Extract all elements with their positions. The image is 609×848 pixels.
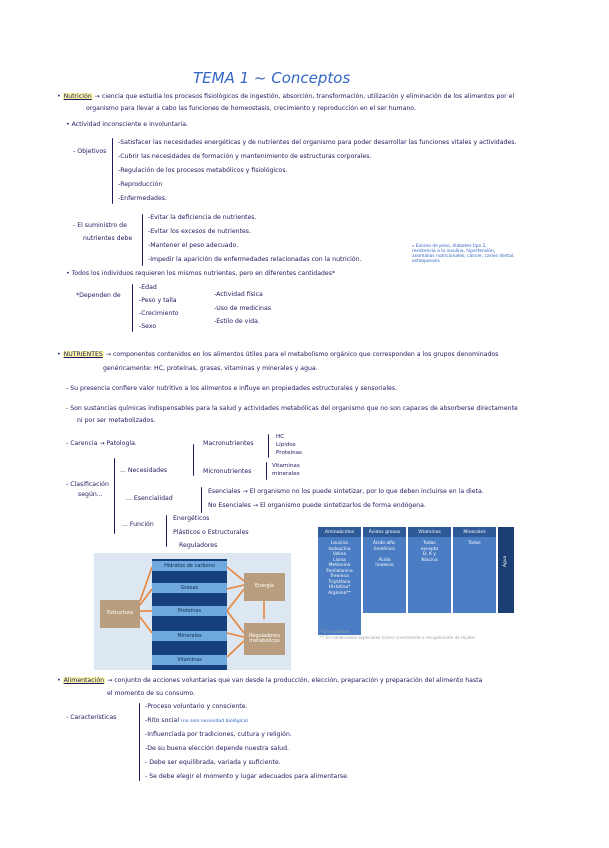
- table-footnote-2: ** En condiciones especiales (como crecimiento o recuperación de tejidos: [320, 635, 476, 640]
- table-column-minerales: [453, 527, 496, 613]
- nutrientes-line1: - Su presencia confiere valor nutritivo a los alimentos e influye en propiedades estructurales y sensoriales.: [66, 385, 398, 392]
- alimentacion-definition-line1: • Alimentación → conjunto de acciones voluntarias que van desde la producción, elección, preparación y preparación del alimento hasta: [57, 677, 483, 684]
- no-esenciales-line: No Esenciales → El organismo puede sintetizarlos de forma endógena.: [208, 502, 426, 509]
- funcion-label: ... Función: [122, 521, 154, 528]
- table-column-head: Vitaminas: [408, 527, 451, 537]
- macro-brace: [268, 434, 269, 458]
- funcion-item: Reguladores: [179, 542, 218, 549]
- funcion-item: Plásticos o Estructurales: [173, 529, 249, 536]
- strip-proteinas: Proteínas: [152, 606, 227, 616]
- clasificacion-label-2: según...: [78, 491, 103, 498]
- clasificacion-brace: [114, 458, 115, 534]
- funcion-brace: [166, 515, 167, 547]
- caracteristicas-brace: [139, 703, 140, 781]
- micro-brace: [266, 462, 267, 480]
- caracteristica-item: - Debe ser equilibrada, variada y suficiente.: [145, 759, 281, 766]
- nutricion-term: Nutrición: [63, 93, 92, 100]
- table-column-aminoacidos: [318, 527, 361, 635]
- micronutrientes-label: Micronutrientes: [203, 468, 252, 475]
- nutrientes-line2b: ni por ser metabolizados.: [77, 417, 156, 424]
- objetivos-label: - Objetivos: [73, 148, 107, 155]
- macro-item: Proteínas: [276, 450, 302, 456]
- table-column-agua: [498, 527, 514, 613]
- nutricion-bullet-1: • Actividad inconsciente e involuntaria.: [66, 121, 188, 128]
- macro-item: HC: [276, 434, 285, 440]
- nutricion-def1: → ciencia que estudia los procesos fisiológicos de ingestión, absorción, transformación, utilización y eliminación de los alimentos por el: [94, 93, 515, 100]
- dependen-item: -Crecimiento: [139, 310, 179, 317]
- funcion-item: Energéticos: [173, 515, 210, 522]
- objetivo-item: -Enfermedades.: [118, 195, 167, 202]
- necesidades-label: ... Necesidades: [120, 467, 168, 474]
- esenciales-line: Esenciales → El organismo no los puede sintetizar, por lo que deben incluirse en la dieta.: [208, 488, 484, 495]
- clasificacion-label-1: - Clasificación: [66, 481, 109, 488]
- suministro-item: -Mantener el peso adecuado.: [148, 242, 239, 249]
- objetivo-item: -Reproducción: [118, 181, 163, 188]
- table-column-vitaminas: [408, 527, 451, 613]
- micro-item: minerales: [272, 471, 300, 477]
- nutricion-definition-line1: • Nutrición → ciencia que estudia los procesos fisiológicos de ingestión, absorción, transformación, utilización y eliminación de los alimentos por el: [57, 93, 515, 100]
- esencialidad-label: ... Esencialidad: [126, 495, 173, 502]
- dependen-label: *Dependen de: [76, 292, 121, 299]
- caracteristica-item: -Influenciada por tradiciones, cultura y religión.: [145, 731, 292, 738]
- nutricion-bullet-2: • Todos los individuos requieren los mismos nutrientes, pero en diferentes cantidades*: [66, 270, 336, 277]
- suministro-label-1: - El suministro de: [73, 222, 127, 229]
- caracteristicas-label: - Características: [66, 714, 117, 721]
- micro-item: Vitaminas: [272, 463, 300, 469]
- dependen-item: -Estilo de vida.: [214, 318, 260, 325]
- side-note: [412, 245, 514, 264]
- nutrient-bar: [152, 559, 227, 670]
- suministro-item: -Evitar la deficiencia de nutrientes.: [148, 214, 257, 221]
- side-note-line: ⁎ Exceso de peso, diabetes tipo 2,: [412, 244, 487, 249]
- strip-hidratos: Hidratos de carbono: [152, 561, 227, 571]
- table-column-body: Todos: [468, 541, 481, 546]
- side-note-line: osteoporosis: [412, 258, 440, 264]
- suministro-item: -Evitar los excesos de nutrientes.: [148, 228, 251, 235]
- dependen-item: -Edad: [139, 284, 157, 291]
- dependen-item: -Peso y talla: [139, 297, 177, 304]
- objetivo-item: -Satisfacer las necesidades energéticas y de nutrientes del organismo para poder desarrollar las funciones vitales y actividades.: [118, 139, 517, 146]
- suministro-item: -Impedir la aparición de enfermedades relacionadas con la nutrición.: [148, 256, 362, 263]
- objetivo-item: -Regulación de los procesos metabólicos y fisiológicos.: [118, 167, 288, 174]
- carencia-line: - Carencia → Patología.: [66, 440, 137, 447]
- dependen-item: -Uso de medicinas: [214, 305, 271, 312]
- essential-nutrients-table: [318, 520, 518, 640]
- nutrient-function-diagram: [94, 553, 291, 670]
- nutrientes-line2a: - Son sustancias químicas indispensables para la salud y actividades metabólicas del organismo que no son capaces de absorberse directamente: [66, 405, 518, 412]
- agua-label: Agua: [503, 555, 508, 567]
- table-column-body: Ácido alfa- linolénico Ácido linoleico: [372, 541, 397, 568]
- rito-note: (no solo necesidad biológica): [181, 719, 249, 724]
- nutrientes-def1: → componentes contenidos en los alimentos útiles para el metabolismo orgánico que corresponden a los grupos denominados: [105, 351, 499, 358]
- objetivo-item: -Cubrir las necesidades de formación y mantenimiento de estructuras corporales.: [118, 153, 372, 160]
- table-footnote-1: * En lactantes: [320, 629, 350, 634]
- strip-vitaminas: Vitaminas: [152, 655, 227, 665]
- page-title: TEMA 1 ~ Conceptos: [193, 69, 351, 87]
- alimentacion-term: Alimentación: [63, 677, 105, 684]
- energia-box: Energía: [244, 573, 285, 601]
- caracteristica-item: -Proceso voluntario y consciente.: [145, 703, 248, 710]
- nutrientes-term: NUTRIENTES: [63, 351, 103, 358]
- strip-minerales: Minerales: [152, 631, 227, 641]
- table-column-acidos-grasos: [363, 527, 406, 613]
- esencialidad-brace: [201, 487, 202, 513]
- alimentacion-def1: → conjunto de acciones voluntarias que van desde la producción, elección, preparación y preparación del alimento hasta: [107, 677, 483, 684]
- dependen-brace: [132, 284, 133, 332]
- nutrientes-definition-line2: genéricamente: HC, proteínas, grasas, vitaminas y minerales y agua.: [103, 365, 318, 372]
- objetivos-brace: [112, 138, 113, 204]
- nutrientes-definition-line1: • NUTRIENTES → componentes contenidos en los alimentos útiles para el metabolismo orgánico que corresponden a los grupos denominados: [57, 351, 499, 358]
- alimentacion-definition-line2: el momento de su consumo.: [107, 690, 195, 697]
- macronutrientes-label: Macronutrientes: [203, 440, 254, 447]
- suministro-brace: [142, 214, 143, 266]
- dependen-item: -Sexo: [139, 323, 157, 330]
- strip-grasas: Grasas: [152, 583, 227, 593]
- table-column-body: Todas excepto D, K y Niacina: [420, 541, 439, 563]
- macro-item: Lípidos: [276, 442, 296, 448]
- necesidades-brace: [193, 444, 194, 476]
- rito-social: -Rito social: [145, 717, 180, 724]
- table-column-head: Ácidos grasos: [363, 527, 406, 537]
- table-column-body: Leucina Isoleucina Valina Lisina Metionina Fenilalanina Treonina Triptófano Histidina* Arginina**: [326, 541, 353, 596]
- caracteristica-item: - Se debe elegir el momento y lugar adecuados para alimentarse.: [145, 773, 349, 780]
- nutricion-definition-line2: organismo para llevar a cabo las funciones de homeostasis, crecimiento y reproducción en el ser humano.: [86, 105, 416, 112]
- dependen-item: -Actividad física: [214, 291, 263, 298]
- caracteristica-item: -De su buena elección depende nuestra salud.: [145, 745, 289, 752]
- side-note-line: anomalías nutricionales, cáncer, caries dental,: [412, 253, 515, 259]
- table-column-head: Minerales: [453, 527, 496, 537]
- side-note-line: resistencia a la insulina, hipertensión,: [412, 248, 496, 254]
- suministro-label-2: nutrientes debe: [83, 235, 133, 242]
- estructura-box: Estructura: [100, 600, 140, 628]
- caracteristica-item: [145, 718, 248, 725]
- table-column-head: Aminoácidos: [318, 527, 361, 537]
- reguladores-box: Reguladores metabólicos: [244, 623, 285, 655]
